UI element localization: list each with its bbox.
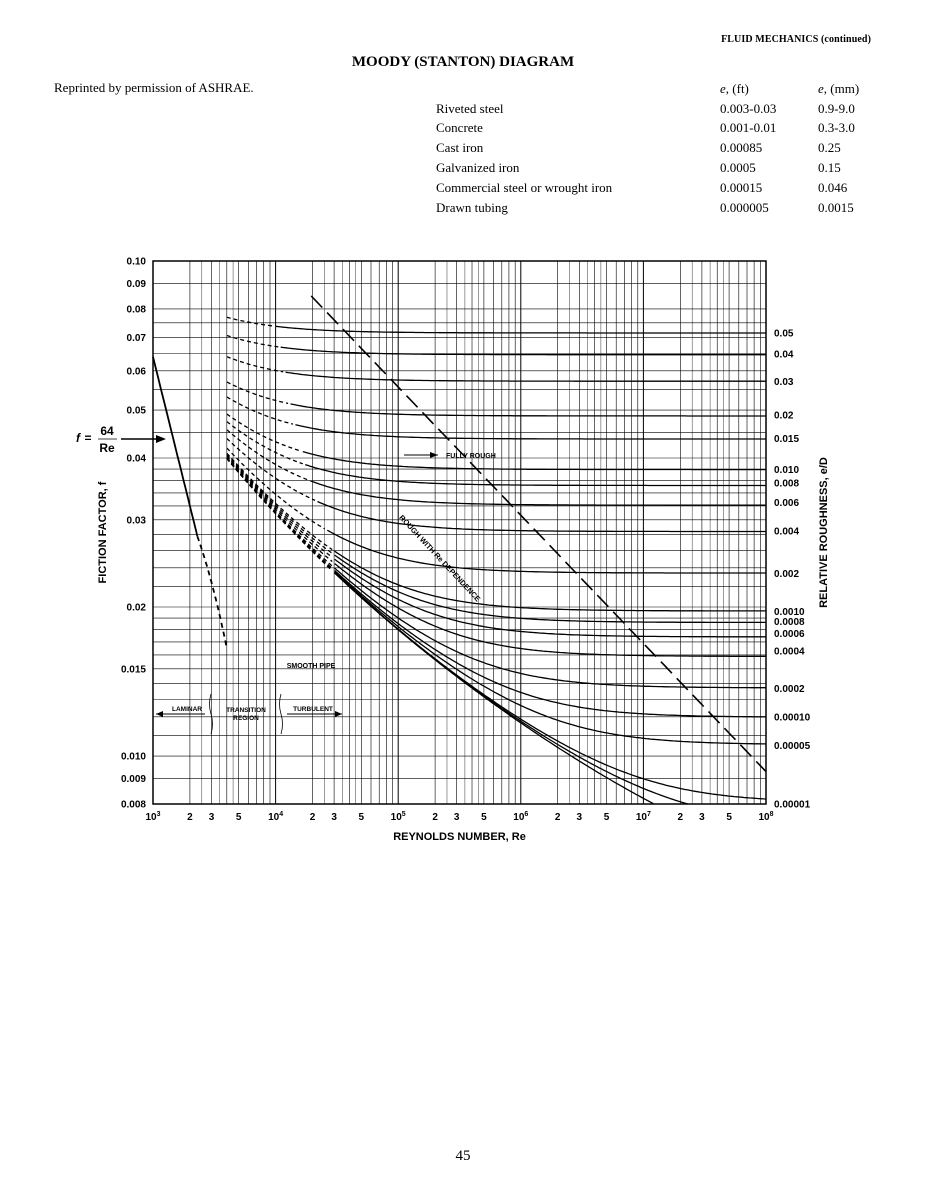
relative-roughness-label: 0.0010 (774, 606, 805, 618)
y-tick-label: 0.09 (126, 279, 146, 291)
transition-curve (227, 439, 315, 501)
material-cell: Commercial steel or wrought iron (436, 179, 613, 195)
fully-rough-arrow (404, 452, 438, 458)
x-tick-label: $10^6$ (513, 811, 529, 823)
roughness-curve (303, 452, 766, 470)
x-tick-label: 2 (432, 812, 438, 823)
turbulent-arrow-head (335, 711, 342, 717)
fully-rough-label: FULLY ROUGH (446, 453, 496, 460)
y-tick-label: 0.08 (126, 304, 146, 316)
rough-with-re-label: ROUGH WITH Re DEPENDENCE (397, 513, 483, 604)
credit-line: Reprinted by permission of ASHRAE. (54, 80, 254, 95)
x-tick-label: $10^8$ (758, 811, 774, 823)
relative-roughness-label: 0.015 (774, 433, 800, 445)
y2-axis-label: RELATIVE ROUGHNESS, e/D (818, 457, 830, 608)
ft-value-cell: 0.003-0.03 (720, 100, 777, 116)
x-tick-label: 2 (187, 812, 193, 823)
relative-roughness-label: 0.0004 (774, 646, 805, 658)
transition-label: TRANSITION (226, 707, 266, 714)
roughness-curve (295, 425, 766, 439)
x-tick-label: 3 (208, 812, 215, 823)
x-tick-label: 5 (603, 812, 610, 823)
transition-curve (227, 357, 283, 372)
relative-roughness-label: 0.04 (774, 349, 794, 361)
material-cell: Galvanized iron (436, 160, 520, 176)
roughness-curve (335, 551, 766, 611)
mm-value-cell: 0.25 (818, 140, 841, 156)
transition-curve (227, 336, 278, 347)
roughness-curve (335, 564, 766, 657)
roughness-curve (305, 465, 766, 486)
x-tick-label: 5 (726, 812, 732, 823)
turbulent-label: TURBULENT (293, 706, 333, 713)
y-tick-label: 0.015 (120, 664, 146, 676)
relative-roughness-label: 0.0002 (774, 683, 805, 695)
y-tick-label: 0.07 (126, 333, 146, 345)
relative-roughness-label: 0.03 (774, 376, 794, 388)
y-tick-label: 0.06 (126, 366, 146, 378)
regime-labels (156, 694, 342, 734)
x-tick-label: 2 (309, 812, 316, 823)
roughness-curve (286, 372, 766, 381)
x-tick-label: $10^7$ (635, 811, 651, 823)
y-tick-label: 0.008 (120, 799, 146, 811)
ft-header-unit: , (ft) (725, 80, 749, 96)
laminar-line (153, 357, 197, 536)
x-tick-label: 3 (576, 812, 583, 823)
x-tick-label: $10^3$ (145, 811, 161, 823)
roughness-curve (335, 572, 766, 744)
material-cell: Cast iron (436, 140, 484, 156)
ft-value-cell: 0.0005 (720, 160, 756, 176)
roughness-curve (327, 530, 766, 573)
relative-roughness-label: 0.0008 (774, 616, 805, 628)
equation-f-symbol: f (76, 431, 80, 445)
mm-header-symbol: e (818, 80, 824, 96)
y-tick-label: 0.010 (120, 751, 146, 763)
section-header: FLUID MECHANICS (continued) (721, 34, 871, 45)
ft-value-cell: 0.00085 (720, 140, 763, 156)
y-tick-label: 0.05 (126, 405, 146, 417)
relative-roughness-label: 0.0006 (774, 628, 805, 640)
relative-roughness-label: 0.006 (774, 498, 800, 510)
region-brace (210, 694, 213, 734)
mm-value-cell: 0.9-9.0 (818, 100, 855, 116)
mm-value-cell: 0.15 (818, 160, 841, 176)
ft-value-cell: 0.001-0.01 (720, 120, 777, 136)
transition-curve (227, 317, 274, 326)
transition-curve (227, 382, 288, 403)
material-cell: Drawn tubing (436, 199, 508, 215)
x-tick-label: $10^4$ (268, 811, 284, 823)
equation-denominator: Re (99, 441, 115, 455)
x-axis-label: REYNOLDS NUMBER, Re (393, 831, 526, 843)
smooth-pipe-label: SMOOTH PIPE (286, 663, 336, 670)
page-title: MOODY (STANTON) DIAGRAM (351, 54, 575, 70)
transition-region-label: REGION (233, 715, 259, 722)
equation-sign: = (84, 431, 92, 445)
mm-value-cell: 0.3-3.0 (818, 120, 855, 136)
equation-arrow-head (156, 435, 166, 443)
y-tick-label: 0.04 (126, 453, 146, 465)
page-number: 45 (455, 1148, 471, 1164)
equation-numerator: 64 (100, 424, 114, 438)
x-tick-label: 2 (554, 812, 561, 823)
y-axis-label: FICTION FACTOR, f (97, 481, 109, 584)
y-tick-label: 0.03 (126, 515, 146, 527)
ft-header-symbol: e (720, 80, 726, 96)
material-cell: Riveted steel (436, 100, 504, 116)
mm-header-unit: , (mm) (823, 80, 860, 96)
transition-curve (227, 397, 293, 424)
relative-roughness-label: 0.004 (774, 526, 800, 538)
relative-roughness-label: 0.05 (774, 328, 794, 340)
laminar-label: LAMINAR (172, 706, 202, 713)
y-tick-label: 0.009 (120, 774, 146, 786)
relative-roughness-label: 0.02 (774, 410, 794, 422)
x-tick-label: 3 (699, 812, 705, 823)
x-tick-label: 3 (331, 812, 337, 823)
relative-roughness-label: 0.00005 (774, 741, 811, 753)
relative-roughness-label: 0.00010 (774, 712, 811, 724)
transition-curve (227, 422, 303, 464)
chart-grid (153, 261, 766, 804)
x-tick-label: $10^5$ (390, 811, 406, 823)
x-tick-label: 2 (677, 812, 684, 823)
x-tick-label: 5 (358, 812, 365, 823)
x-tick-label: 5 (235, 812, 242, 823)
ft-value-cell: 0.00015 (720, 179, 763, 195)
mm-value-cell: 0.046 (818, 179, 848, 195)
y-tick-label: 0.10 (126, 256, 146, 268)
relative-roughness-label: 0.008 (774, 478, 800, 490)
laminar-arrow-head (156, 711, 163, 717)
relative-roughness-label: 0.002 (774, 568, 800, 580)
mm-value-cell: 0.0015 (818, 199, 854, 215)
material-cell: Concrete (436, 120, 483, 136)
roughness-curve (335, 555, 766, 622)
x-tick-label: 5 (481, 812, 487, 823)
ft-value-cell: 0.000005 (720, 199, 769, 215)
relative-roughness-label: 0.00001 (774, 799, 811, 811)
x-tick-label: 3 (453, 812, 460, 823)
roughness-curves (227, 317, 766, 804)
region-brace (280, 694, 283, 734)
y-tick-label: 0.02 (126, 602, 146, 614)
fully-rough-arrow-head (430, 452, 438, 458)
relative-roughness-label: 0.010 (774, 465, 800, 477)
plot-frame (153, 261, 766, 804)
